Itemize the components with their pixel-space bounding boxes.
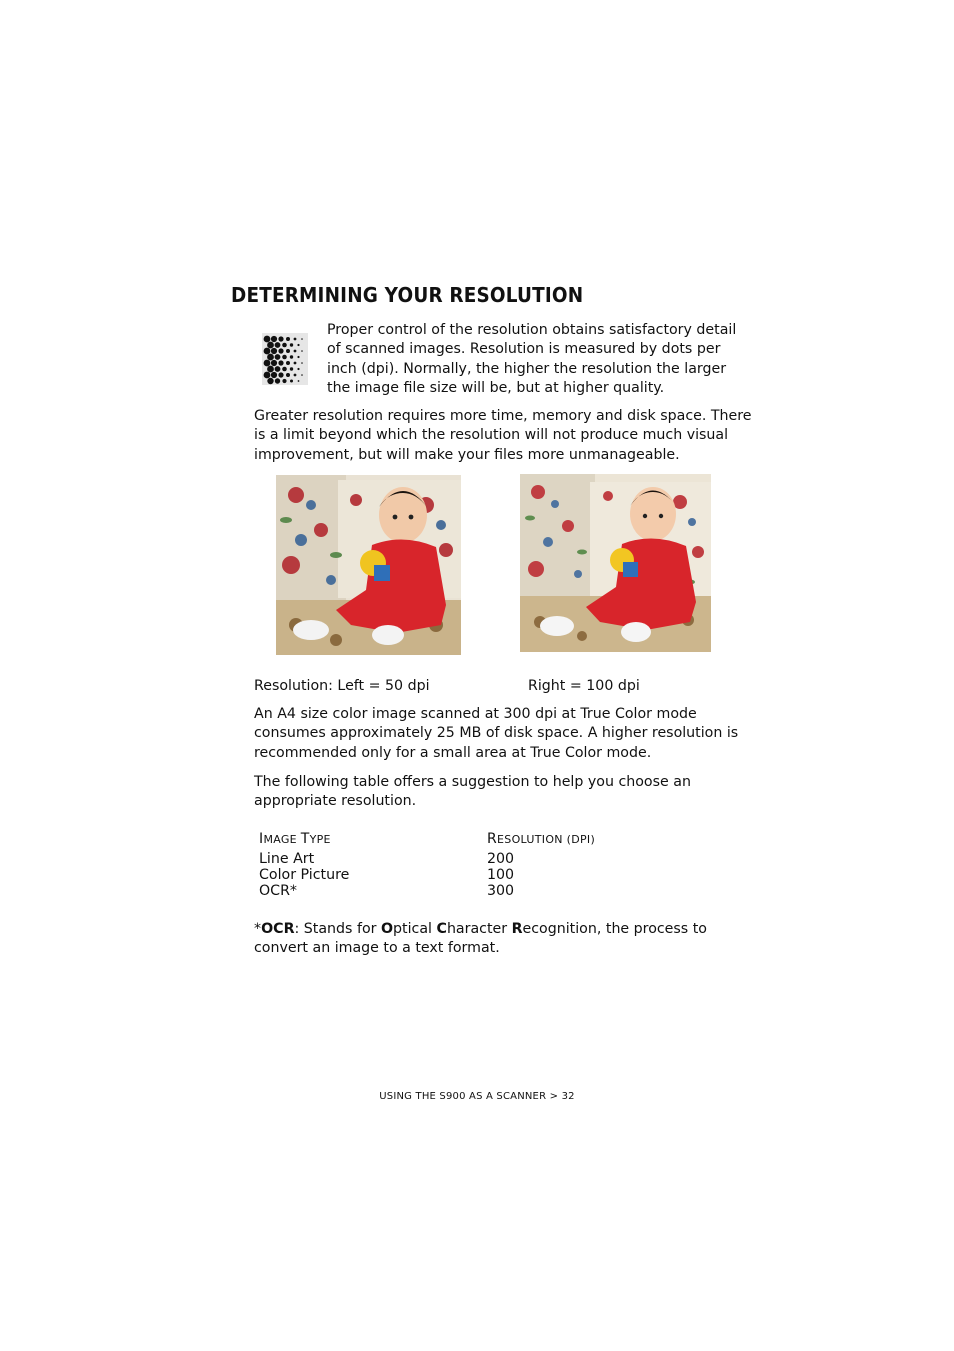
intro-line: the image file size will be, but at higher quality. bbox=[327, 379, 665, 396]
paragraph-line: An A4 size color image scanned at 300 dpi at True Color mode bbox=[254, 706, 697, 722]
table-header-resolution: RESOLUTION (DPI) bbox=[487, 831, 596, 847]
paragraph-line: recommended only for a small area at True Color mode. bbox=[254, 744, 652, 761]
footnote-line: convert an image to a text format. bbox=[254, 940, 500, 957]
intro-line: inch (dpi). Normally, the higher the resolution the larger bbox=[327, 360, 727, 377]
table-cell-dpi: 200 bbox=[487, 851, 515, 867]
baby-photo-50dpi bbox=[276, 475, 461, 655]
paragraph-line: appropriate resolution. bbox=[254, 793, 417, 810]
table-cell-dpi: 300 bbox=[487, 883, 515, 899]
intro-paragraph bbox=[327, 321, 747, 398]
intro-line: of scanned images. Resolution is measured by dots per bbox=[327, 341, 721, 358]
paragraph-line: The following table offers a suggestion to help you choose an bbox=[254, 774, 691, 790]
table-header-image-type: IMAGE TYPE bbox=[259, 831, 331, 847]
page-title: DETERMINING YOUR RESOLUTION bbox=[231, 283, 584, 307]
paragraph-line: is a limit beyond which the resolution will not produce much visual bbox=[254, 427, 729, 444]
table-cell-type: Color Picture bbox=[259, 867, 350, 883]
resolution-tradeoff-paragraph bbox=[254, 407, 754, 465]
disk-space-paragraph bbox=[254, 705, 754, 763]
table-cell-type: OCR* bbox=[259, 883, 298, 899]
table-cell-type: Line Art bbox=[259, 851, 315, 867]
halftone-dots-icon bbox=[262, 333, 308, 385]
caption-left: Resolution: Left = 50 dpi bbox=[254, 678, 430, 694]
baby-photo-100dpi bbox=[520, 474, 711, 652]
caption-right: Right = 100 dpi bbox=[528, 678, 640, 694]
page-footer: USING THE S900 AS A SCANNER > 32 bbox=[379, 1091, 575, 1102]
ocr-footnote bbox=[254, 920, 774, 959]
table-intro-paragraph bbox=[254, 773, 754, 812]
footnote-line: *OCR: Stands for Optical Character Recognition, the process to bbox=[254, 921, 707, 937]
paragraph-line: improvement, but will make your files more unmanageable. bbox=[254, 446, 680, 463]
paragraph-line: Greater resolution requires more time, memory and disk space. There bbox=[254, 408, 752, 424]
table-cell-dpi: 100 bbox=[487, 867, 515, 883]
paragraph-line: consumes approximately 25 MB of disk space. A higher resolution is bbox=[254, 725, 739, 742]
intro-line: Proper control of the resolution obtains satisfactory detail bbox=[327, 322, 737, 338]
